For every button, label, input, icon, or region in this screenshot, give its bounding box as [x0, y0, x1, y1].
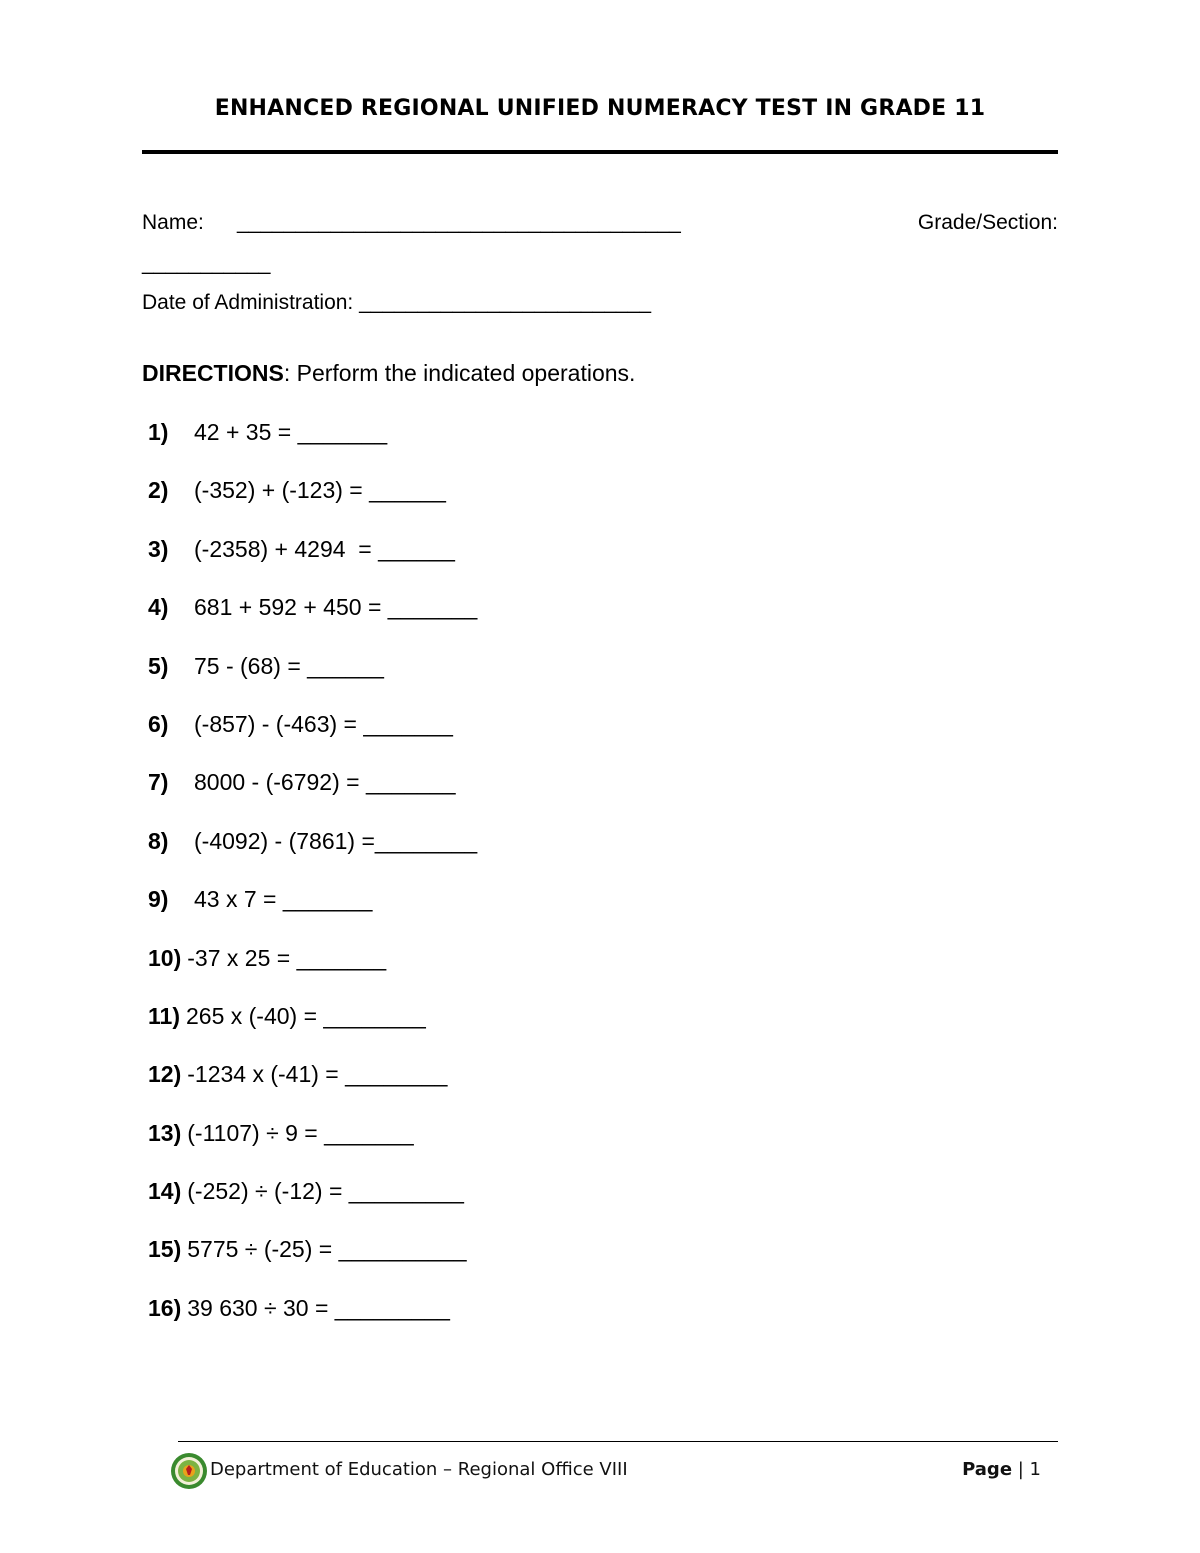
deped-seal-icon: [170, 1452, 208, 1490]
problem-item: [148, 477, 477, 535]
problem-expression: -37 x 25 = _______: [187, 944, 387, 971]
page-number: [962, 1459, 1041, 1480]
page-separator: |: [1012, 1459, 1030, 1480]
problem-item: [148, 1120, 477, 1178]
problem-item: [148, 1295, 477, 1353]
problem-expression: 43 x 7 = _______: [194, 886, 373, 913]
problem-expression: 265 x (-40) = ________: [185, 1002, 426, 1029]
problem-number: 13): [148, 1119, 182, 1146]
problem-expression: (-252) ÷ (-12) = _________: [187, 1178, 464, 1205]
page-number-value: 1: [1029, 1459, 1041, 1480]
problem-item: [148, 711, 477, 769]
problem-number: 2): [148, 477, 169, 504]
problem-expression: -1234 x (-41) = ________: [187, 1061, 448, 1088]
directions: [142, 360, 635, 387]
problem-number: 4): [148, 594, 169, 621]
problem-item: [148, 769, 477, 827]
problem-expression: 42 + 35 = _______: [194, 419, 388, 445]
grade-section-blank: ___________: [142, 252, 271, 275]
problem-item: [148, 419, 477, 477]
problem-item: [148, 828, 477, 886]
grade-section-label: Grade/Section:: [917, 211, 1058, 234]
problem-number: 16): [148, 1294, 182, 1321]
problem-number: 12): [148, 1061, 182, 1088]
problem-item: [148, 594, 477, 652]
problem-item: [148, 1061, 477, 1119]
name-blank: ______________________________________: [237, 211, 681, 234]
problem-number: 10): [148, 944, 182, 971]
directions-text: : Perform the indicated operations.: [283, 360, 636, 386]
page-title: ENHANCED REGIONAL UNIFIED NUMERACY TEST IN GRADE 11: [214, 96, 986, 121]
problem-number: 14): [148, 1178, 182, 1205]
problem-list: [148, 419, 477, 1353]
problem-expression: (-857) - (-463) = _______: [194, 710, 453, 737]
problem-expression: 8000 - (-6792) = _______: [194, 769, 456, 796]
problem-item: [148, 886, 477, 944]
problem-item: [148, 536, 477, 594]
problem-item: [148, 653, 477, 711]
date-of-administration: Date of Administration: _________________________: [142, 291, 652, 314]
directions-label: DIRECTIONS: [142, 360, 284, 386]
problem-number: 6): [148, 710, 169, 737]
problem-expression: 39 630 ÷ 30 = _________: [187, 1294, 450, 1321]
problem-item: [148, 1236, 477, 1294]
problem-expression: (-352) + (-123) = ______: [194, 477, 446, 504]
problem-number: 3): [148, 535, 169, 562]
footer-organization: Department of Education – Regional Office VIII: [210, 1459, 628, 1480]
problem-number: 7): [148, 769, 169, 796]
problem-item: [148, 1178, 477, 1236]
problem-item: [148, 1003, 477, 1061]
problem-expression: 75 - (68) = ______: [194, 652, 384, 679]
problem-expression: 5775 ÷ (-25) = __________: [187, 1236, 467, 1263]
problem-expression: (-4092) - (7861) =________: [194, 827, 478, 854]
problem-expression: (-1107) ÷ 9 = _______: [187, 1119, 414, 1146]
problem-number: 1): [148, 419, 169, 445]
problem-number: 15): [148, 1236, 182, 1263]
title-divider: [142, 150, 1058, 154]
footer-divider: [178, 1441, 1058, 1442]
problem-number: 5): [148, 652, 169, 679]
name-label: Name:: [142, 211, 204, 234]
problem-item: [148, 945, 477, 1003]
problem-number: 8): [148, 827, 169, 854]
problem-number: 9): [148, 886, 169, 913]
problem-number: 11): [148, 1002, 180, 1029]
page-label: Page: [962, 1459, 1013, 1480]
problem-expression: (-2358) + 4294 = ______: [194, 535, 455, 562]
problem-expression: 681 + 592 + 450 = _______: [194, 594, 478, 621]
